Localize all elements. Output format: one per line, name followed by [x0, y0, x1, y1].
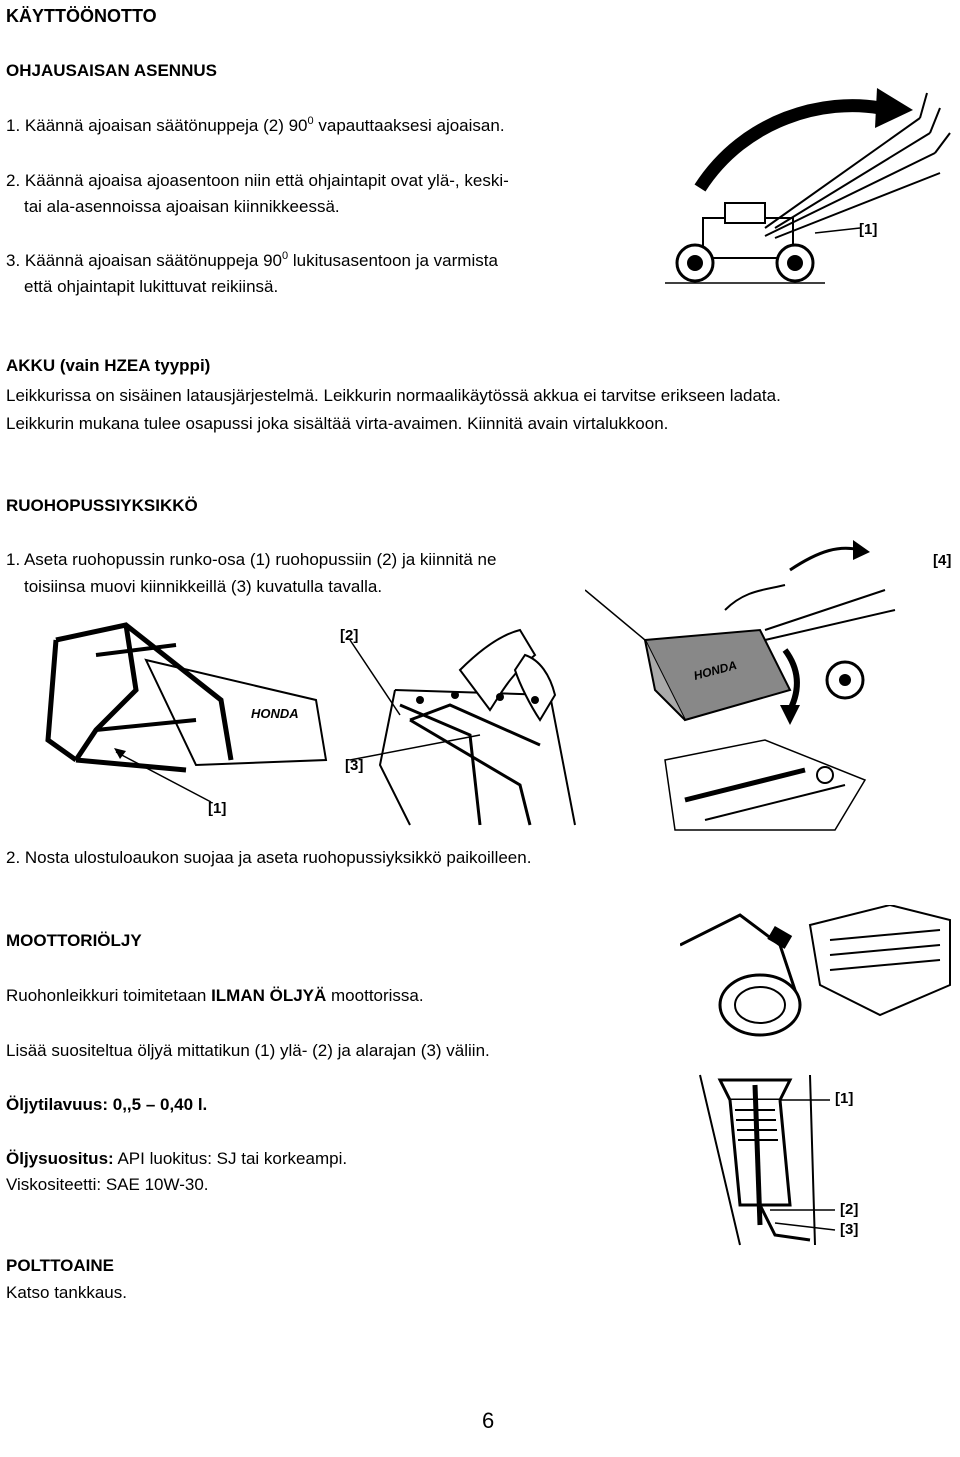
oil-viscosity: Viskositeetti: SAE 10W-30.: [6, 1175, 209, 1194]
fuel-text: Katso tankkaus.: [6, 1283, 127, 1302]
steering-figure-label: [1]: [859, 221, 878, 238]
steering-step-2: 2. Käännä ajoaisa ajoasentoon niin että ohjaintapit ovat ylä-, keski-: [6, 171, 509, 190]
oil-line-1-start: Ruohonleikkuri toimitetaan: [6, 986, 212, 1005]
grassbag-frame-figure: [36, 620, 336, 825]
battery-heading: AKKU (vain HZEA tyyppi): [6, 356, 211, 375]
oil-label-3: [3]: [840, 1221, 859, 1238]
oil-dipstick-figure: [680, 905, 955, 1250]
step3-text-end: lukitusasentoon ja varmista: [288, 251, 498, 270]
battery-line-1: Leikkurissa on sisäinen latausjärjestelmä. Leikkurin normaalikäytössä akkua ei tarvitse erikseen ladata.: [6, 386, 781, 405]
grassbag-label-4: [4]: [933, 552, 952, 569]
grassbag-step-1-cont: toisiinsa muovi kiinnikkeillä (3) kuvatulla tavalla.: [24, 577, 383, 596]
mower-handle-figure: [665, 78, 955, 290]
step3-degree: 0: [282, 250, 289, 262]
step3-text: 3. Käännä ajoaisan säätönuppeja 90: [6, 251, 283, 270]
grassbag-install-figure: [585, 530, 957, 835]
page-title: KÄYTTÖÖNOTTO: [6, 6, 157, 26]
grassbag-step-2: 2. Nosta ulostuloaukon suojaa ja aseta ruohopussiyksikkö paikoilleen.: [6, 848, 532, 867]
steering-step-3-cont: että ohjaintapit lukittuvat reikiinsä.: [24, 277, 279, 296]
grassbag-label-1: [1]: [208, 800, 227, 817]
steering-step-1: [6, 116, 505, 136]
oil-recommendation: [6, 1149, 347, 1169]
oil-label-1: [1]: [835, 1090, 854, 1107]
honda-logo-2: HONDA: [692, 657, 739, 683]
oil-rec-label: Öljysuositus:: [6, 1149, 114, 1168]
oil-heading: MOOTTORIÖLJY: [6, 931, 142, 950]
oil-label-2: [2]: [840, 1201, 859, 1218]
oil-line-1-end: moottorissa.: [326, 986, 424, 1005]
oil-capacity: Öljytilavuus: 0,,5 – 0,40 l.: [6, 1095, 208, 1114]
oil-line-2: Lisää suositeltua öljyä mittatikun (1) ylä- (2) ja alarajan (3) väliin.: [6, 1041, 490, 1060]
page-number: 6: [482, 1408, 495, 1433]
step1-text-end: vapauttaaksesi ajoaisan.: [313, 116, 505, 135]
grassbag-clips-figure: [340, 625, 590, 835]
oil-rec-text: API luokitus: SJ tai korkeampi.: [113, 1149, 348, 1168]
oil-warning: ILMAN ÖLJYÄ: [211, 986, 327, 1005]
steering-heading: OHJAUSAISAN ASENNUS: [6, 61, 217, 80]
grassbag-label-3: [3]: [345, 757, 364, 774]
battery-line-2: Leikkurin mukana tulee osapussi joka sisältää virta-avaimen. Kiinnitä avain virtalukkoon.: [6, 414, 669, 433]
grassbag-heading: RUOHOPUSSIYKSIKKÖ: [6, 496, 198, 515]
oil-line-1: [6, 986, 424, 1006]
honda-logo-1: HONDA: [251, 706, 299, 721]
steering-step-3: [6, 251, 498, 271]
fuel-heading: POLTTOAINE: [6, 1256, 114, 1275]
grassbag-step-1: 1. Aseta ruohopussin runko-osa (1) ruohopussiin (2) ja kiinnitä ne: [6, 550, 497, 569]
step1-degree: 0: [307, 115, 314, 127]
step1-text: 1. Käännä ajoaisan säätönuppeja (2) 90: [6, 116, 308, 135]
steering-step-2-cont: tai ala-asennoissa ajoaisan kiinnikkeessä.: [24, 197, 340, 216]
grassbag-label-2: [2]: [340, 627, 359, 644]
